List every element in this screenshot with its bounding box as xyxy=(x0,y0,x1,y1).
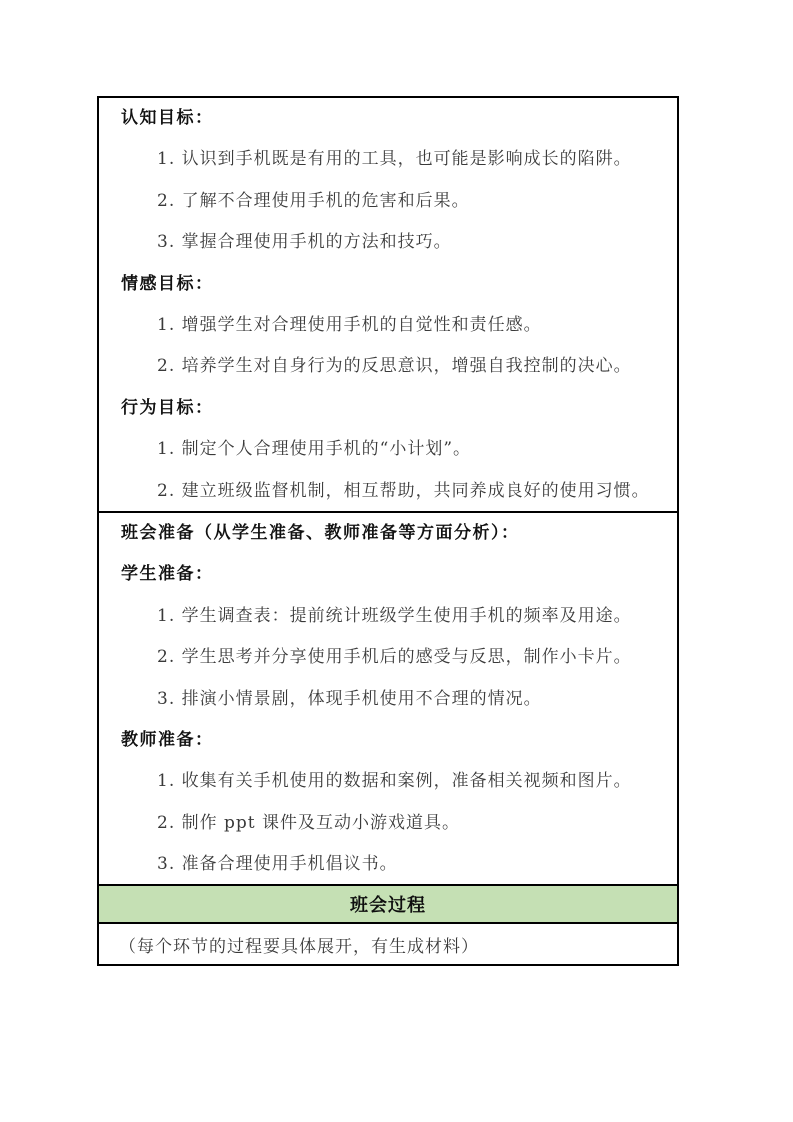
process-note: （每个环节的过程要具体展开，有生成材料） xyxy=(119,936,479,957)
cognitive-goal-item-2: 2. 了解不合理使用手机的危害和后果。 xyxy=(157,190,470,211)
meeting-preparation-heading: 班会准备（从学生准备、教师准备等方面分析）： xyxy=(121,523,520,543)
teacher-prep-item-3: 3. 准备合理使用手机倡议书。 xyxy=(157,854,398,875)
behavioral-goal-item-1: 1. 制定个人合理使用手机的“小计划”。 xyxy=(157,439,472,460)
emotional-goals-heading: 情感目标： xyxy=(121,273,214,294)
behavioral-goals-heading: 行为目标： xyxy=(121,397,214,418)
process-header-row xyxy=(99,886,677,924)
process-note-row xyxy=(99,924,677,964)
process-header-title: 班会过程 xyxy=(350,895,426,916)
preparation-section-cell xyxy=(99,513,677,886)
cognitive-goal-item-1: 1. 认识到手机既是有用的工具，也可能是影响成长的陷阱。 xyxy=(157,149,632,170)
cognitive-goals-heading: 认知目标： xyxy=(121,108,214,128)
lesson-plan-table xyxy=(97,96,679,966)
teacher-prep-item-1: 1. 收集有关手机使用的数据和案例，准备相关视频和图片。 xyxy=(157,771,632,792)
goals-section-cell xyxy=(99,98,677,513)
student-prep-item-1: 1. 学生调查表：提前统计班级学生使用手机的频率及用途。 xyxy=(157,605,632,626)
student-preparation-heading: 学生准备： xyxy=(121,564,214,585)
student-prep-item-3: 3. 排演小情景剧，体现手机使用不合理的情况。 xyxy=(157,688,542,709)
teacher-prep-item-2: 2. 制作 ppt 课件及互动小游戏道具。 xyxy=(157,812,461,833)
behavioral-goal-item-2: 2. 建立班级监督机制，相互帮助，共同养成良好的使用习惯。 xyxy=(157,480,650,501)
teacher-preparation-heading: 教师准备： xyxy=(121,730,214,751)
cognitive-goal-item-3: 3. 掌握合理使用手机的方法和技巧。 xyxy=(157,232,452,253)
emotional-goal-item-2: 2. 培养学生对自身行为的反思意识，增强自我控制的决心。 xyxy=(157,356,632,377)
student-prep-item-2: 2. 学生思考并分享使用手机后的感受与反思，制作小卡片。 xyxy=(157,647,632,668)
emotional-goal-item-1: 1. 增强学生对合理使用手机的自觉性和责任感。 xyxy=(157,315,542,336)
